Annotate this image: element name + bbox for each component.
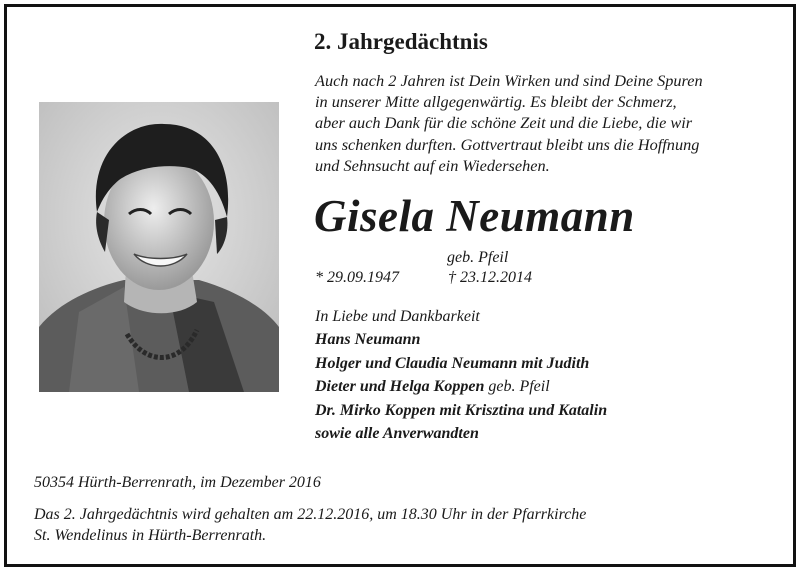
place-date: 50354 Hürth-Berrenrath, im Dezember 2016 bbox=[34, 474, 321, 491]
mourner-name: sowie alle Anverwandten bbox=[315, 425, 479, 443]
birth-date: * 29.09.1947 bbox=[315, 269, 399, 286]
mourner-line bbox=[315, 328, 607, 351]
obituary-frame bbox=[4, 4, 796, 567]
mourners-intro: In Liebe und Dankbarkeit bbox=[315, 308, 480, 325]
mourner-line bbox=[315, 422, 607, 445]
service-note bbox=[34, 504, 586, 546]
mourner-name: Hans Neumann bbox=[315, 331, 421, 349]
service-line: Das 2. Jahrgedächtnis wird gehalten am 22.12.2016, um 18.30 Uhr in der Pfarrkirche bbox=[34, 506, 587, 523]
portrait-photo bbox=[39, 102, 279, 392]
portrait-image bbox=[39, 102, 279, 392]
mourner-line bbox=[315, 352, 607, 375]
poem-line: in unserer Mitte allgegenwärtig. Es bleibt der Schmerz, bbox=[315, 92, 677, 112]
mourner-name: Holger und Claudia Neumann mit Judith bbox=[315, 354, 590, 372]
mourners-block bbox=[315, 305, 607, 445]
poem-line: Auch nach 2 Jahren ist Dein Wirken und sind Deine Spuren bbox=[315, 71, 703, 90]
poem-line: und Sehnsucht auf ein Wiedersehen. bbox=[315, 155, 550, 175]
deceased-name: Gisela Neumann bbox=[314, 191, 635, 241]
mourner-name: Dieter und Helga Koppen bbox=[315, 378, 485, 396]
poem-line: uns schenken durften. Gottvertraut bleibt uns die Hoffnung bbox=[315, 134, 700, 154]
service-line: St. Wendelinus in Hürth-Berrenrath. bbox=[34, 527, 267, 544]
notice-title: 2. Jahrgedächtnis bbox=[314, 29, 488, 54]
mourner-line bbox=[315, 375, 607, 398]
death-date: † 23.12.2014 bbox=[448, 269, 532, 286]
poem-line: aber auch Dank für die schöne Zeit und die Liebe, die wir bbox=[315, 113, 693, 133]
mourner-suffix: geb. Pfeil bbox=[484, 378, 550, 396]
mourner-name: Dr. Mirko Koppen mit Krisztina und Katalin bbox=[315, 401, 608, 419]
mourner-line bbox=[315, 399, 607, 422]
poem bbox=[315, 70, 775, 176]
maiden-name: geb. Pfeil bbox=[447, 249, 509, 266]
